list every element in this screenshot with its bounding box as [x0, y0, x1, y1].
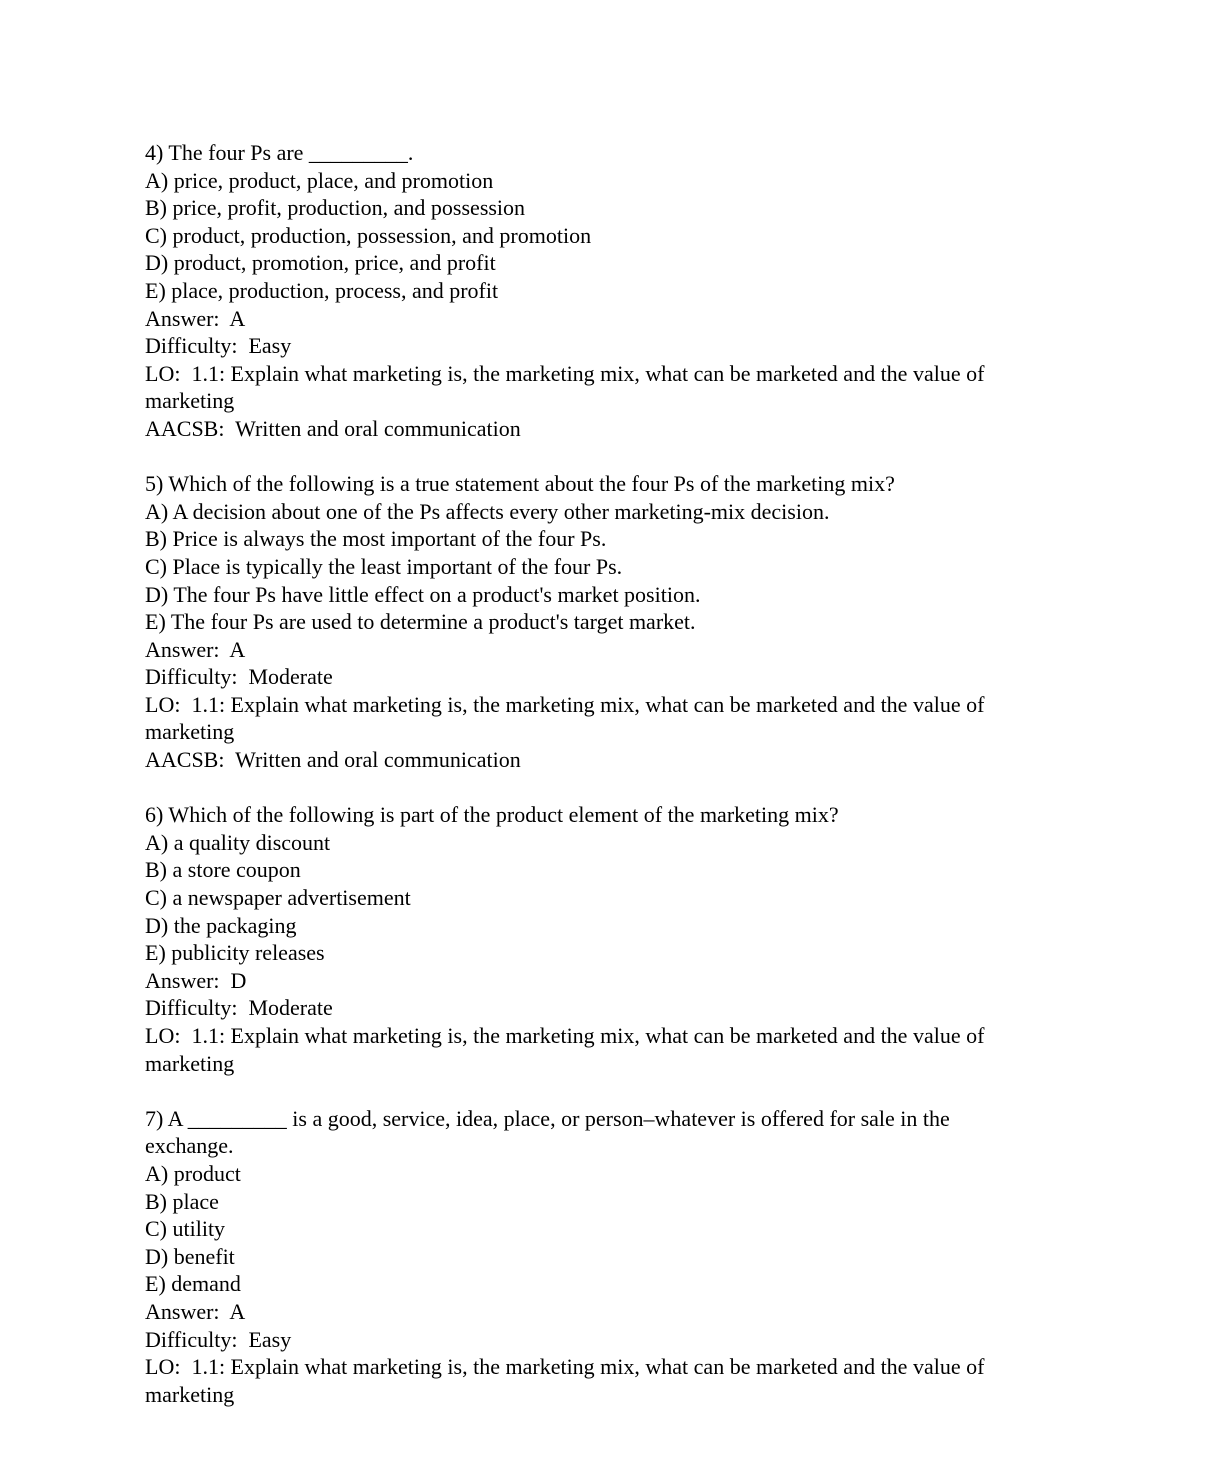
question-5-line: marketing	[145, 719, 235, 745]
question-6-line: LO: 1.1: Explain what marketing is, the marketing mix, what can be marketed and the value of	[145, 1023, 985, 1048]
question-7-line: 7) A _________ is a good, service, idea, place, or person–whatever is offered for sale in the	[145, 1105, 950, 1131]
question-block-7	[145, 1105, 1104, 1409]
question-7-line: E) demand	[145, 1271, 241, 1297]
question-6-line: A) a quality discount	[145, 829, 331, 855]
question-7-line: C) utility	[145, 1216, 226, 1242]
question-7-line: Answer: A	[145, 1298, 246, 1324]
question-7-line: exchange.	[145, 1133, 234, 1159]
question-5-line: E) The four Ps are used to determine a product's target market.	[145, 609, 696, 635]
questions-container	[145, 139, 1104, 1408]
question-4-line: B) price, profit, production, and possession	[145, 195, 526, 221]
question-7-line: B) place	[145, 1188, 219, 1214]
question-5-line: D) The four Ps have little effect on a product's market position.	[145, 581, 701, 607]
question-6-line: D) the packaging	[145, 912, 297, 938]
question-5-line: AACSB: Written and oral communication	[145, 747, 521, 773]
question-4-line: D) product, promotion, price, and profit	[145, 250, 496, 276]
question-6-line: marketing	[145, 1050, 235, 1076]
question-6-line: Difficulty: Moderate	[145, 995, 333, 1021]
question-7-line: Difficulty: Easy	[145, 1326, 292, 1352]
question-4-line: A) price, product, place, and promotion	[145, 167, 494, 193]
question-4-line: Answer: A	[145, 305, 246, 331]
question-7-line: LO: 1.1: Explain what marketing is, the marketing mix, what can be marketed and the value of	[145, 1354, 985, 1380]
question-6-line: C) a newspaper advertisement	[145, 885, 411, 911]
question-5-line: Difficulty: Moderate	[145, 664, 333, 690]
question-block-4	[145, 139, 1104, 443]
question-5-line: LO: 1.1: Explain what marketing is, the marketing mix, what can be marketed and the value of	[145, 691, 985, 717]
question-4-line: 4) The four Ps are _________.	[145, 140, 414, 165]
question-6-line: Answer: D	[145, 967, 247, 993]
question-5-line: B) Price is always the most important of the four Ps.	[145, 526, 607, 552]
question-4-line: AACSB: Written and oral communication	[145, 415, 521, 441]
question-6-line: 6) Which of the following is part of the product element of the marketing mix?	[145, 802, 839, 828]
question-5-line: Answer: A	[145, 636, 246, 662]
question-4-line: Difficulty: Easy	[145, 333, 292, 359]
question-block-5	[145, 470, 1104, 774]
question-5-line: C) Place is typically the least important of the four Ps.	[145, 553, 623, 579]
question-4-line: LO: 1.1: Explain what marketing is, the marketing mix, what can be marketed and the value of	[145, 360, 985, 386]
question-5-line: 5) Which of the following is a true statement about the four Ps of the marketing mix?	[145, 471, 895, 497]
question-4-line: C) product, production, possession, and promotion	[145, 222, 592, 248]
question-6-line: B) a store coupon	[145, 857, 301, 883]
question-block-6	[145, 801, 1104, 1077]
question-4-line: E) place, production, process, and profit	[145, 277, 499, 303]
question-5-line: A) A decision about one of the Ps affects every other marketing-mix decision.	[145, 498, 830, 524]
question-7-line: A) product	[145, 1160, 241, 1186]
question-6-line: E) publicity releases	[145, 940, 325, 966]
question-7-line: D) benefit	[145, 1243, 235, 1269]
question-4-line: marketing	[145, 388, 235, 414]
question-7-line: marketing	[145, 1381, 235, 1407]
